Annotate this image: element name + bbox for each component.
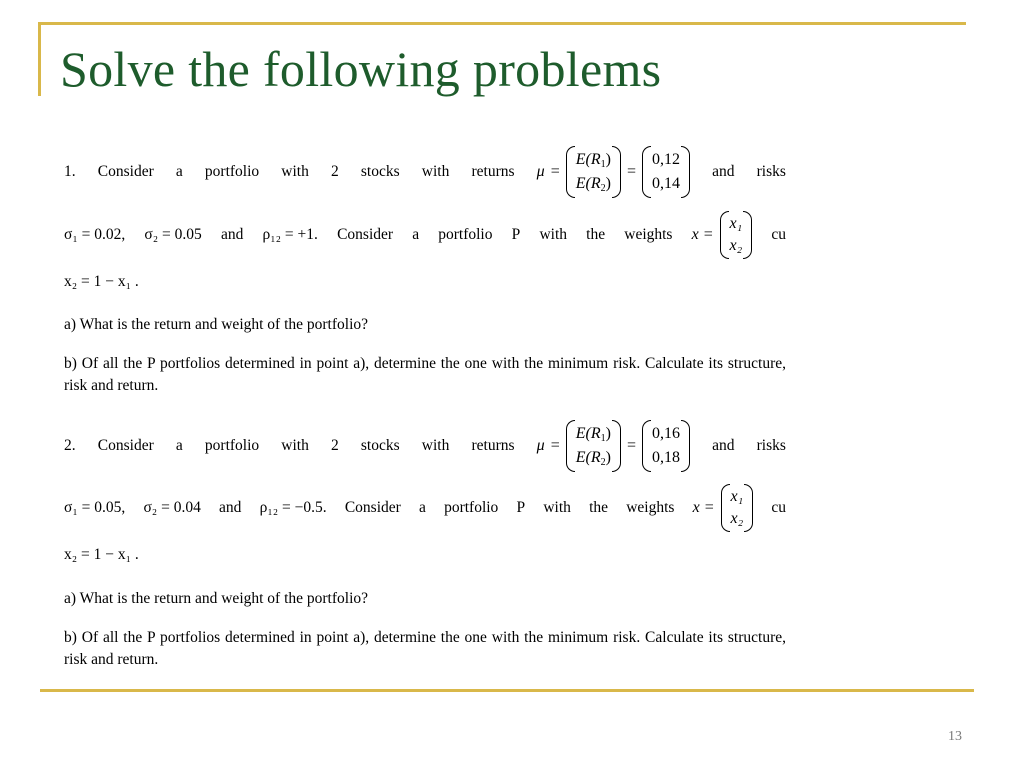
problem-2-weights-vector: x = x₁ x₂ (693, 484, 754, 532)
problem-1-sigma-2: σ₂ = 0.05 (144, 226, 202, 243)
problem-1-expected-returns: $E(R_1)$ $E(R_2)$ (566, 146, 621, 198)
problem-2-sigma-2: σ₂ = 0.04 (143, 499, 201, 516)
problem-2-return-values: 0,16 0,18 (642, 420, 690, 472)
problem-1-returns-line: 1. Consider a portfolio with 2 stocks with returns μ = $E(R_1)$ $E(R_2)$ = 0,12 0,14 and risks (64, 145, 786, 199)
problem-2-sigma-1: σ₁ = 0.05, (64, 499, 126, 516)
problem-1-rho: ρ₁₂ = +1. (262, 226, 318, 243)
slide-title: Solve the following problems (60, 41, 662, 97)
problem-2-question-b: b) Of all the P portfolios determined in point a), determine the one with the minimum risk. Calculate its structure, risk and return. (64, 629, 786, 668)
problem-1-question-a: a) What is the return and weight of the portfolio? (64, 316, 369, 333)
problem-1-question-b: b) Of all the P portfolios determined in point a), determine the one with the minimum risk. Calculate its structure, risk and return. (64, 355, 786, 394)
frame-left-rule (38, 22, 41, 96)
problem-2-mu-equation: μ = $E(R_1)$ $E(R_2)$ = 0,16 0,18 (537, 420, 690, 472)
frame-bottom-rule (40, 689, 974, 692)
problem-2-constraint: x₂ = 1 − x₁ . (64, 546, 139, 563)
frame-top-rule (38, 22, 966, 25)
problem-2-expected-returns: $E(R_1)$ $E(R_2)$ (566, 420, 621, 472)
problem-1-risks-line: σ₁ = 0.02, σ₂ = 0.05 and ρ₁₂ = +1. Consider a portfolio P with the weights x = x₁ x₂ cu (64, 210, 786, 260)
problem-1-weights-vector: x = x₁ x₂ (692, 211, 753, 259)
problem-1-sigma-1: σ₁ = 0.02, (64, 226, 126, 243)
problem-2-rho: ρ₁₂ = −0.5. (259, 499, 327, 516)
problem-2-returns-line: 2. Consider a portfolio with 2 stocks with returns μ = $E(R_1)$ $E(R_2)$ = 0,16 0,18 and risks (64, 419, 786, 473)
problem-1-mu-equation: μ = $E(R_1)$ $E(R_2)$ = 0,12 0,14 (537, 146, 690, 198)
problem-2-question-a: a) What is the return and weight of the portfolio? (64, 590, 369, 607)
problem-2-risks-line: σ₁ = 0.05, σ₂ = 0.04 and ρ₁₂ = −0.5. Consider a portfolio P with the weights x = x₁ x₂ cu (64, 483, 786, 533)
problem-1-constraint: x₂ = 1 − x₁ . (64, 273, 139, 290)
problem-1-return-values: 0,12 0,14 (642, 146, 690, 198)
page-number: 13 (948, 729, 962, 744)
